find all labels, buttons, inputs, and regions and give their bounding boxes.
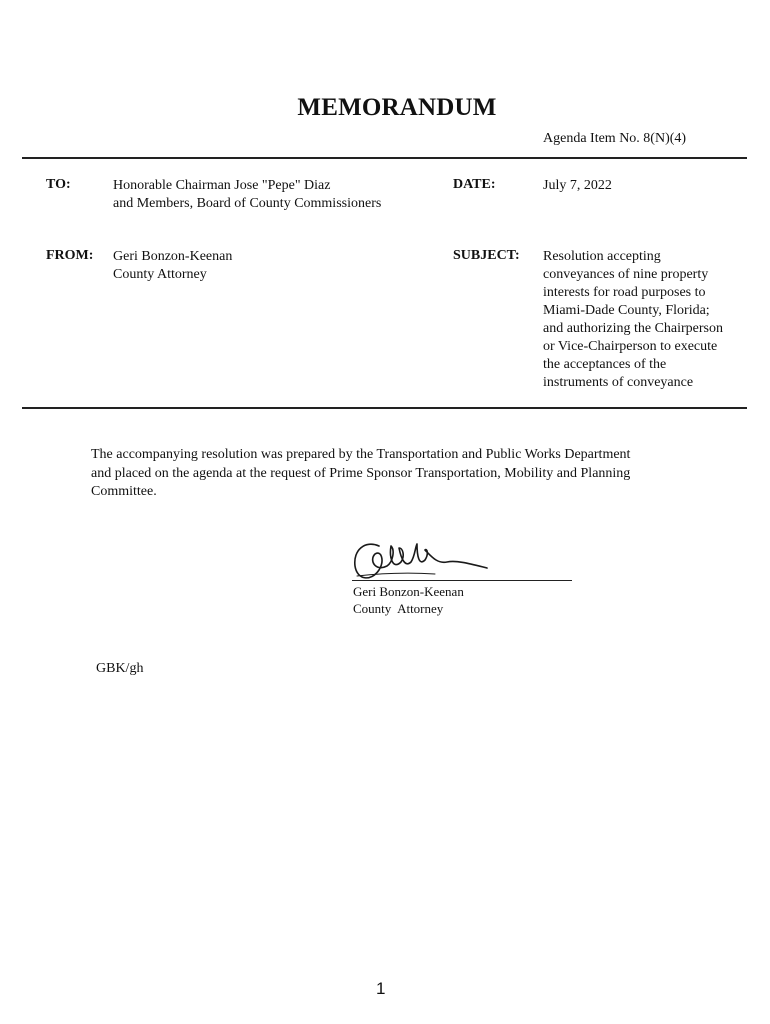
body-paragraph — [91, 446, 711, 502]
bottom-divider — [22, 407, 747, 409]
to-recipient — [113, 177, 381, 213]
date-value: July 7, 2022 — [543, 178, 612, 193]
top-divider — [22, 157, 747, 159]
to-line-2: and Members, Board of County Commissioners — [113, 196, 382, 211]
signer-name: Geri Bonzon-Keenan — [353, 584, 464, 599]
subject-line: the acceptances of the — [543, 357, 667, 372]
reference-initials: GBK/gh — [96, 661, 144, 676]
subject-line: conveyances of nine property — [543, 267, 709, 282]
signature-block — [353, 583, 464, 617]
body-line: and placed on the agenda at the request of Prime Sponsor Transportation, Mobility and Planning — [91, 465, 631, 481]
subject-line: Resolution accepting — [543, 249, 661, 264]
subject-label: SUBJECT: — [453, 248, 520, 263]
signature-line — [352, 580, 572, 581]
from-line-2: County Attorney — [113, 267, 207, 282]
date-label: DATE: — [453, 177, 496, 192]
to-line-1: Honorable Chairman Jose "Pepe" Diaz — [113, 178, 331, 193]
from-label: FROM: — [46, 248, 94, 263]
to-label: TO: — [46, 177, 71, 192]
subject-line: or Vice-Chairperson to execute — [543, 339, 718, 354]
memo-title: MEMORANDUM — [297, 94, 497, 121]
from-sender — [113, 248, 232, 284]
agenda-item-number: Agenda Item No. 8(N)(4) — [543, 131, 687, 146]
page-number: 1 — [376, 979, 386, 998]
body-line: The accompanying resolution was prepared by the Transportation and Public Works Department — [91, 447, 631, 462]
subject-line: Miami-Dade County, Florida; — [543, 303, 710, 318]
subject-line: instruments of conveyance — [543, 375, 694, 390]
subject-line: and authorizing the Chairperson — [543, 321, 724, 336]
body-line: Committee. — [91, 484, 157, 499]
from-line-1: Geri Bonzon-Keenan — [113, 249, 233, 264]
subject-value — [543, 248, 723, 392]
signer-title: County Attorney — [353, 601, 444, 616]
subject-line: interests for road purposes to — [543, 285, 706, 300]
